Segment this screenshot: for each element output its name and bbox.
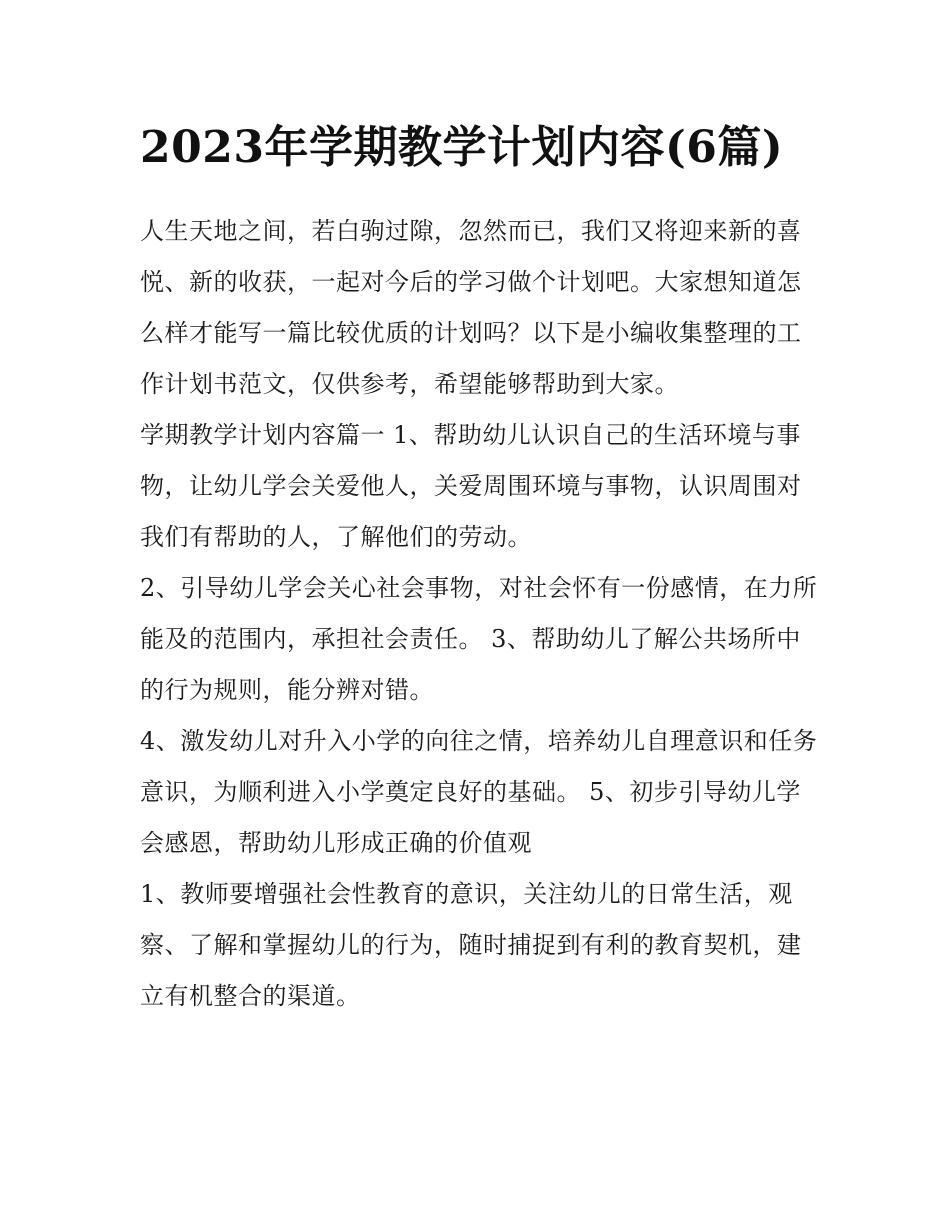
- paragraph-goal-2-3: 2、引导幼儿学会关心社会事物，对社会怀有一份感情，在力所能及的范围内，承担社会责任。 3、帮助幼儿了解公共场所中的行为规则，能分辨对错。: [140, 574, 818, 704]
- paragraph-measure-1: 1、教师要增强社会性教育的意识，关注幼儿的日常生活，观察、了解和掌握幼儿的行为，随时捕捉到有利的教育契机，建立有机整合的渠道。: [140, 880, 802, 1010]
- paragraph-intro: 人生天地之间，若白驹过隙，忽然而已，我们又将迎来新的喜悦、新的收获，一起对今后的学习做个计划吧。大家想知道怎么样才能写一篇比较优质的计划吗？以下是小编收集整理的工作计划书范文，仅供参考，希望能够帮助到大家。: [140, 217, 802, 398]
- document-title: 2023年学期教学计划内容(6篇): [140, 122, 784, 173]
- paragraph-goal-1: 学期教学计划内容篇一 1、帮助幼儿认识自己的生活环境与事物，让幼儿学会关爱他人，关爱周围环境与事物，认识周围对我们有帮助的人，了解他们的劳动。: [140, 421, 802, 551]
- paragraph-goal-4-5: 4、激发幼儿对升入小学的向往之情，培养幼儿自理意识和任务意识，为顺利进入小学奠定良好的基础。 5、初步引导幼儿学会感恩，帮助幼儿形成正确的价值观: [140, 727, 818, 857]
- document-body: [140, 112, 820, 1022]
